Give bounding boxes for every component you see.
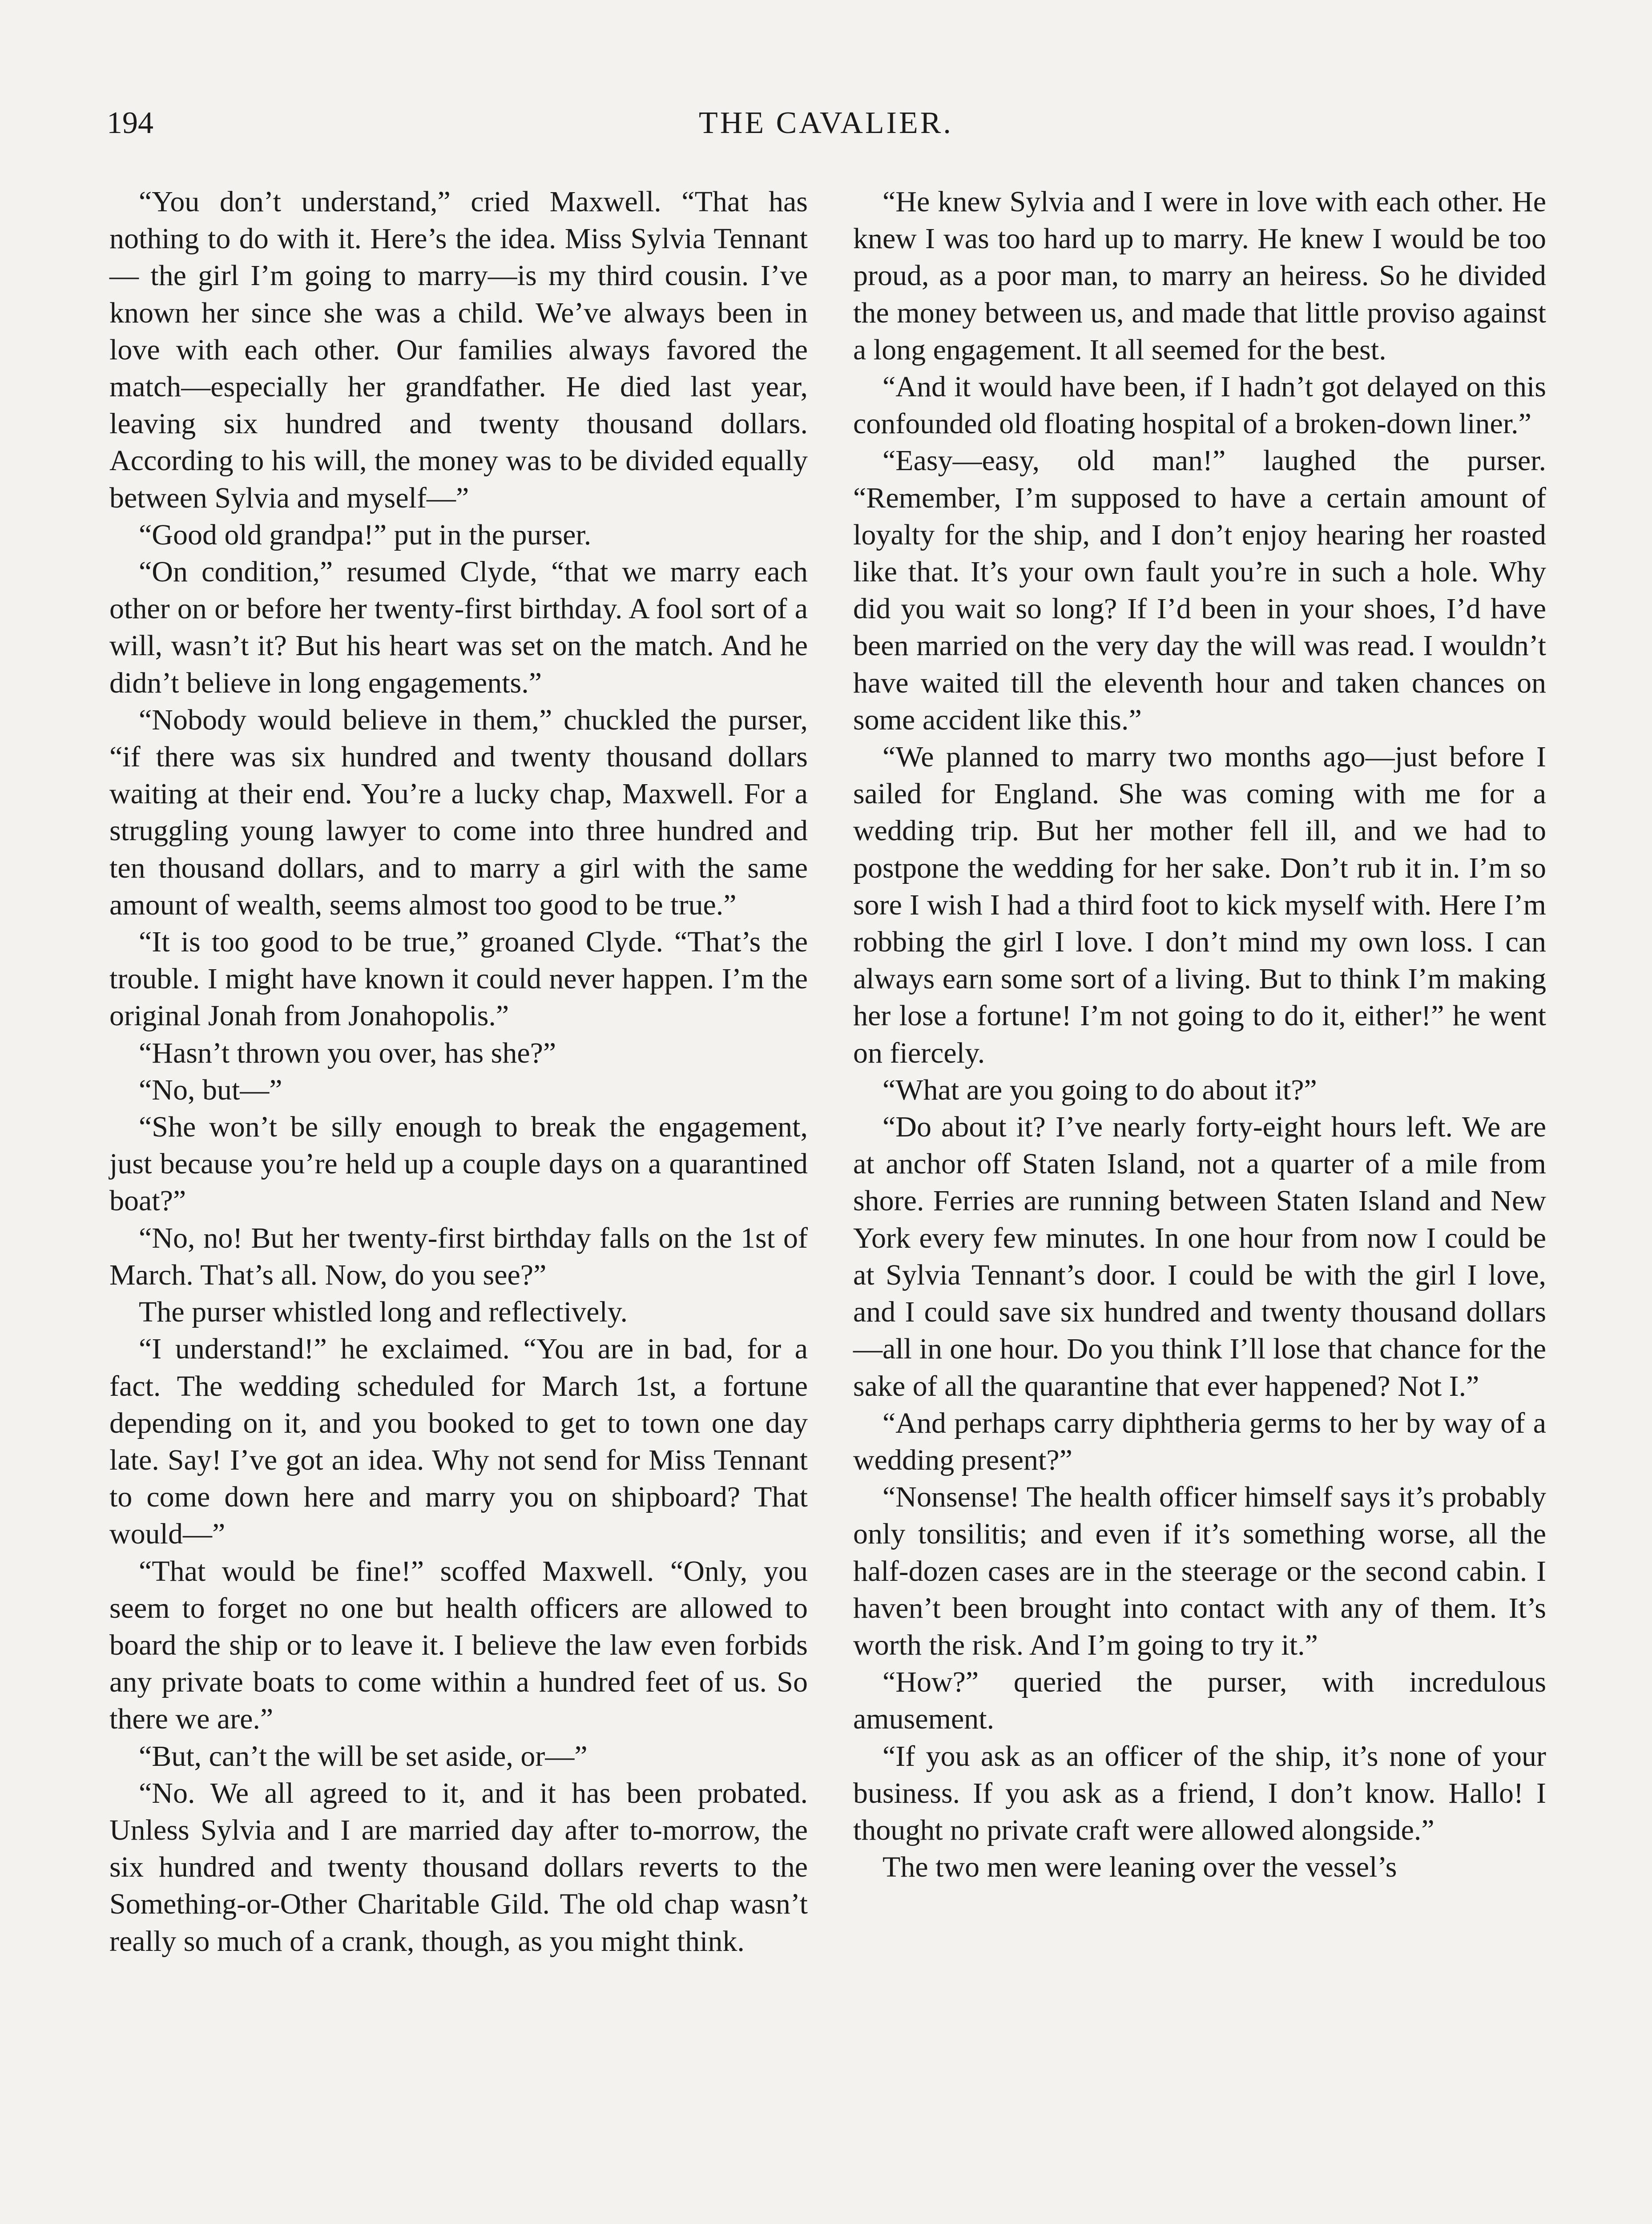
- paragraph: “Nonsense! The health officer himself says it’s probably only tonsilitis; and even if it’s something worse, all the half-dozen cases are in the steerage or the second cabin. I haven’t been brought into contact with any of them. It’s worth the risk. And I’m going to try it.”: [853, 1481, 1546, 1661]
- paragraph: The two men were leaning over the vessel’s: [882, 1851, 1397, 1884]
- paragraph: “And perhaps carry diphtheria germs to her by way of a wedding present?”: [853, 1406, 1546, 1476]
- paragraph: “Good old grandpa!” put in the purser.: [139, 518, 592, 551]
- paragraph: “How?” queried the purser, with incredulous amusement.: [853, 1666, 1546, 1736]
- paragraph: “Nobody would believe in them,” chuckled the purser, “if there was six hundred and twenty thousand dollars waiting at their end. You’re a lucky chap, Maxwell. For a struggling young lawyer to come into three hundred and ten thousand dollars, and to marry a girl with the same amount of wealth, seems almost too good to be true.”: [109, 703, 808, 921]
- paragraph: “Easy—easy, old man!” laughed the purser. “Remember, I’m supposed to have a certain amount of loyalty for the ship, and I don’t enjoy hearing her roasted like that. It’s your own fault you’re in such a hole. Why did you wait so long? If I’d been in your shoes, I’d have been married on the very day the will was read. I wouldn’t have waited till the eleventh hour and taken chances on some accident like this.”: [853, 444, 1546, 736]
- paragraph: “I understand!” he exclaimed. “You are in bad, for a fact. The wedding scheduled for March 1st, a fortune depending on it, and you booked to get to town one day late. Say! I’ve got an idea. Why not send for Miss Tennant to come down here and marry you on shipboard? That would—”: [109, 1333, 808, 1551]
- paragraph: “On condition,” resumed Clyde, “that we marry each other on or before her twenty-first birthday. A fool sort of a will, wasn’t it? But his heart was set on the match. And he didn’t believe in long engagements.”: [109, 556, 808, 699]
- paragraph: “She won’t be silly enough to break the engagement, just because you’re held up a couple days on a quarantined boat?”: [109, 1111, 808, 1217]
- paragraph: “If you ask as an officer of the ship, it’s none of your business. If you ask as a friend, I don’t know. Hallo! I thought no private craft were allowed alongside.”: [853, 1740, 1546, 1846]
- paragraph: “It is too good to be true,” groaned Clyde. “That’s the trouble. I might have known it could never happen. I’m the original Jonah from Jonahopolis.”: [109, 926, 808, 1032]
- paragraph: “No, but—”: [139, 1073, 282, 1106]
- paragraph: “And it would have been, if I hadn’t got delayed on this confounded old floating hospital of a broken-down liner.”: [853, 371, 1546, 440]
- paragraph: “No, no! But her twenty-first birthday falls on the 1st of March. That’s all. Now, do you see?”: [109, 1221, 808, 1291]
- paragraph: “We planned to marry two months ago—just before I sailed for England. She was coming with me for a wedding trip. But her mother fell ill, and we had to postpone the wedding for her sake. Don’t rub it in. I’m so sore I wish I had a third foot to kick myself with. Here I’m robbing the girl I love. I don’t mind my own loss. I can always earn some sort of a living. But to think I’m making her lose a fortune! I’m not going to do it, either!” he went on fiercely.: [853, 741, 1546, 1069]
- paragraph: “Hasn’t thrown you over, has she?”: [139, 1036, 556, 1069]
- paragraph: “You don’t understand,” cried Maxwell. “That has nothing to do with it. Here’s the idea. Miss Sylvia Tennant — the girl I’m going to marry—is my third cousin. I’ve known her since she was a child. We’ve always been in love with each other. Our families always favored the match—especially her grandfather. He died last year, leaving six hundred and twenty thousand dollars. According to his will, the money was to be divided equally between Sylvia and myself—”: [109, 185, 808, 514]
- left-column: [109, 183, 808, 1960]
- page-number: 194: [107, 106, 153, 140]
- page-header: [107, 99, 1545, 148]
- paragraph: “No. We all agreed to it, and it has been probated. Unless Sylvia and I are married day after to-morrow, the six hundred and twenty thousand dollars reverts to the Something-or-Other Charitable Gild. The old chap wasn’t really so much of a crank, though, as you might think.: [109, 1777, 808, 1958]
- paragraph: “Do about it? I’ve nearly forty-eight hours left. We are at anchor off Staten Island, not a quarter of a mile from shore. Ferries are running between Staten Island and New York every few minutes. In one hour from now I could be at Sylvia Tennant’s door. I could be with the girl I love, and I could save six hundred and twenty thousand dollars—all in one hour. Do you think I’ll lose that chance for the sake of all the quarantine that ever happened? Not I.”: [853, 1111, 1546, 1402]
- paragraph: “What are you going to do about it?”: [882, 1073, 1317, 1106]
- right-column: [853, 183, 1546, 1886]
- paragraph: The purser whistled long and reflectively.: [139, 1296, 628, 1329]
- paragraph: “That would be fine!” scoffed Maxwell. “Only, you seem to forget no one but health officers are allowed to board the ship or to leave it. I believe the law even forbids any private boats to come within a hundred feet of us. So there we are.”: [109, 1555, 808, 1736]
- paragraph: “He knew Sylvia and I were in love with each other. He knew I was too hard up to marry. He knew I would be too proud, as a poor man, to marry an heiress. So he divided the money between us, and made that little proviso against a long engagement. It all seemed for the best.: [853, 185, 1546, 366]
- running-head: THE CAVALIER.: [699, 106, 953, 140]
- paragraph: “But, can’t the will be set aside, or—”: [139, 1740, 588, 1773]
